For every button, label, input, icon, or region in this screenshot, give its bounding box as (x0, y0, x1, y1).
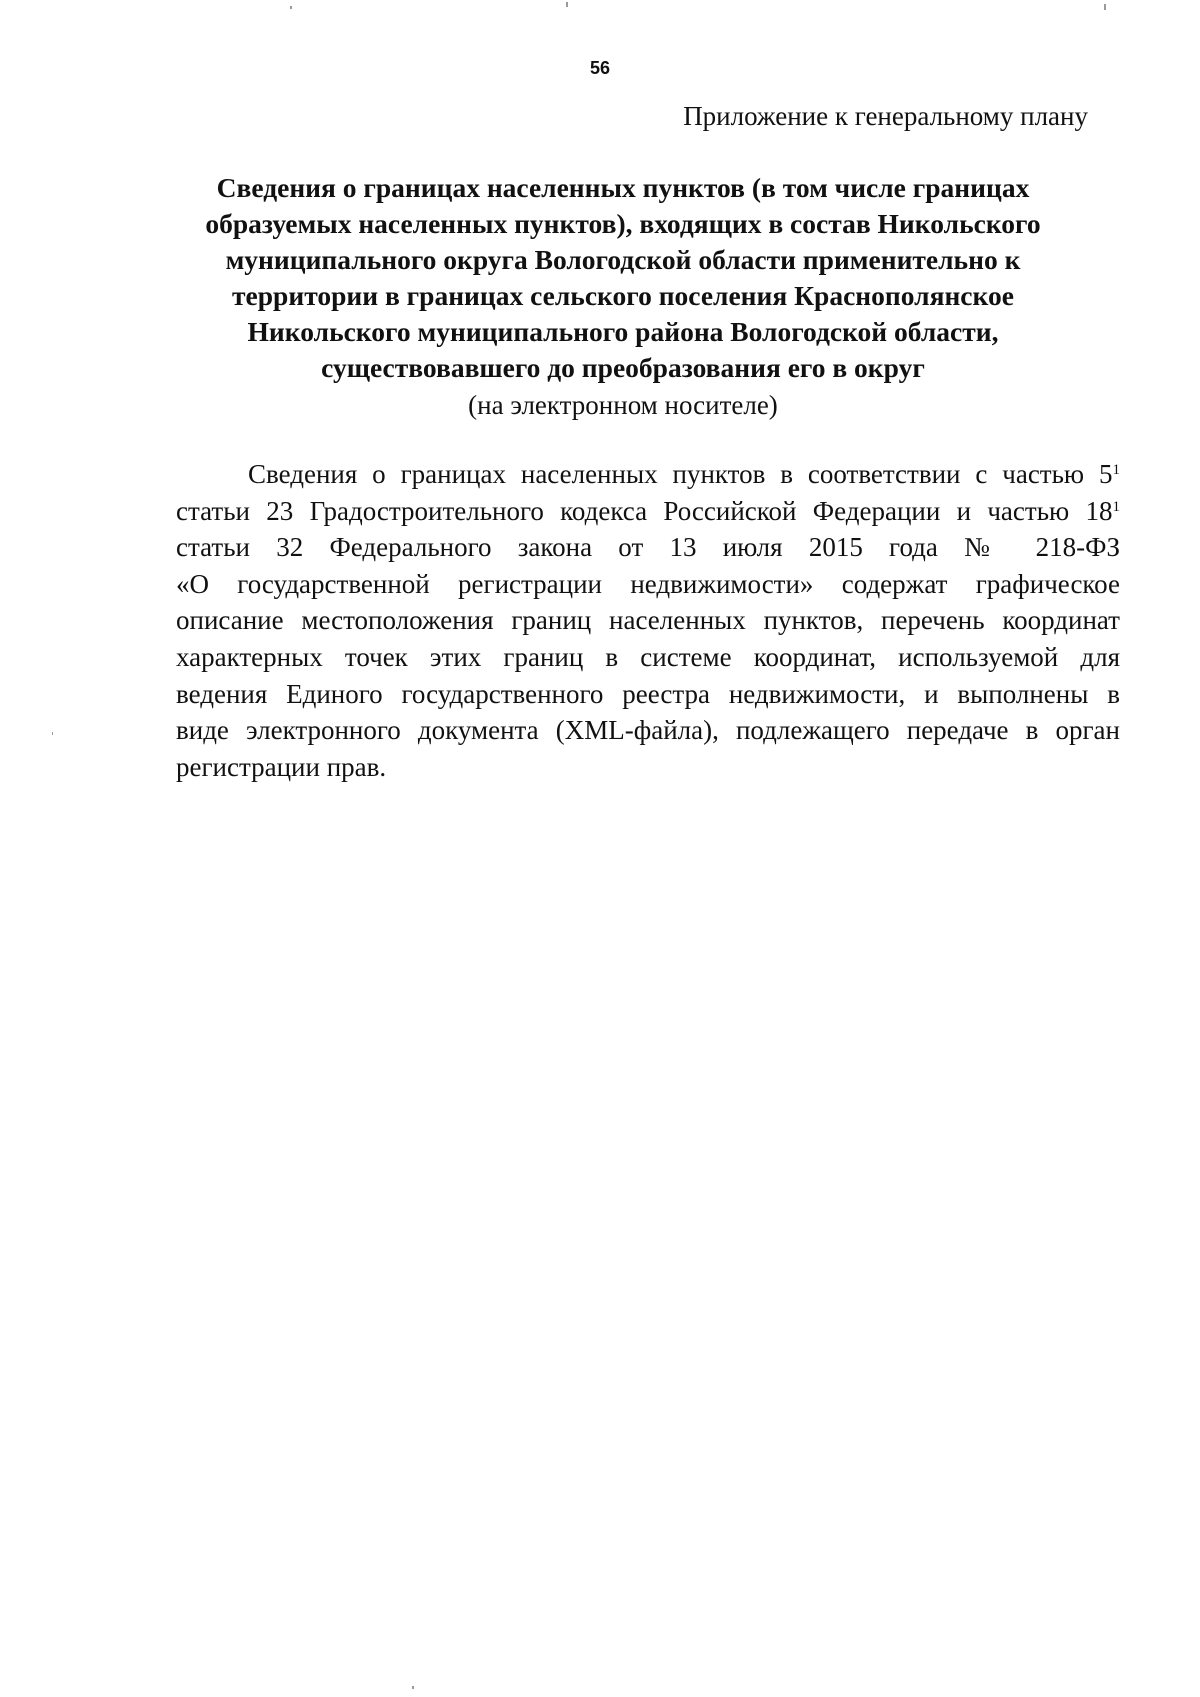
superscript: 1 (1112, 498, 1120, 515)
body-line-text: статьи 23 Градостроительного кодекса Российской Федерации и частью 18 (176, 495, 1113, 526)
body-line-text: Сведения о границах населенных пунктов в соответствии с частью 5 (248, 459, 1113, 489)
document-title (140, 170, 1106, 424)
title-line: территории в границах сельского поселения Краснополянское (232, 280, 1014, 311)
scan-speck (52, 732, 53, 735)
superscript: 1 (1112, 462, 1120, 478)
body-line: виде электронного документа (XML-файла), подлежащего передаче в орган (176, 715, 1120, 746)
page-number: 56 (589, 58, 611, 78)
scan-speck (566, 2, 568, 7)
body-line (176, 493, 1120, 530)
title-line: муниципального округа Вологодской области применительно к (225, 244, 1021, 275)
appendix-note: Приложение к генеральному плану (683, 101, 1088, 131)
body-line: «О государственной регистрации недвижимости» содержат графическое (176, 568, 1120, 599)
scan-speck (290, 6, 292, 9)
scan-speck (1104, 4, 1106, 10)
body-line (176, 456, 1120, 493)
body-line: описание местоположения границ населенных пунктов, перечень координат (176, 605, 1120, 636)
body-paragraph (176, 456, 1120, 785)
body-line: статьи 32 Федерального закона от 13 июля 2015 года № 218-ФЗ (176, 532, 1120, 563)
title-line: Никольского муниципального района Вологодской области, (247, 316, 999, 347)
document-subtitle: (на электронном носителе) (468, 390, 778, 420)
title-line: образуемых населенных пунктов), входящих в состав Никольского (205, 208, 1041, 239)
body-line: характерных точек этих границ в системе координат, используемой для (176, 641, 1120, 672)
scan-speck (412, 1686, 414, 1689)
title-line: существовавшего до преобразования его в округ (321, 352, 925, 383)
title-line: Сведения о границах населенных пунктов (в том числе границах (216, 172, 1030, 203)
body-line: ведения Единого государственного реестра недвижимости, и выполнены в (176, 678, 1120, 709)
body-line: регистрации прав. (176, 751, 387, 782)
